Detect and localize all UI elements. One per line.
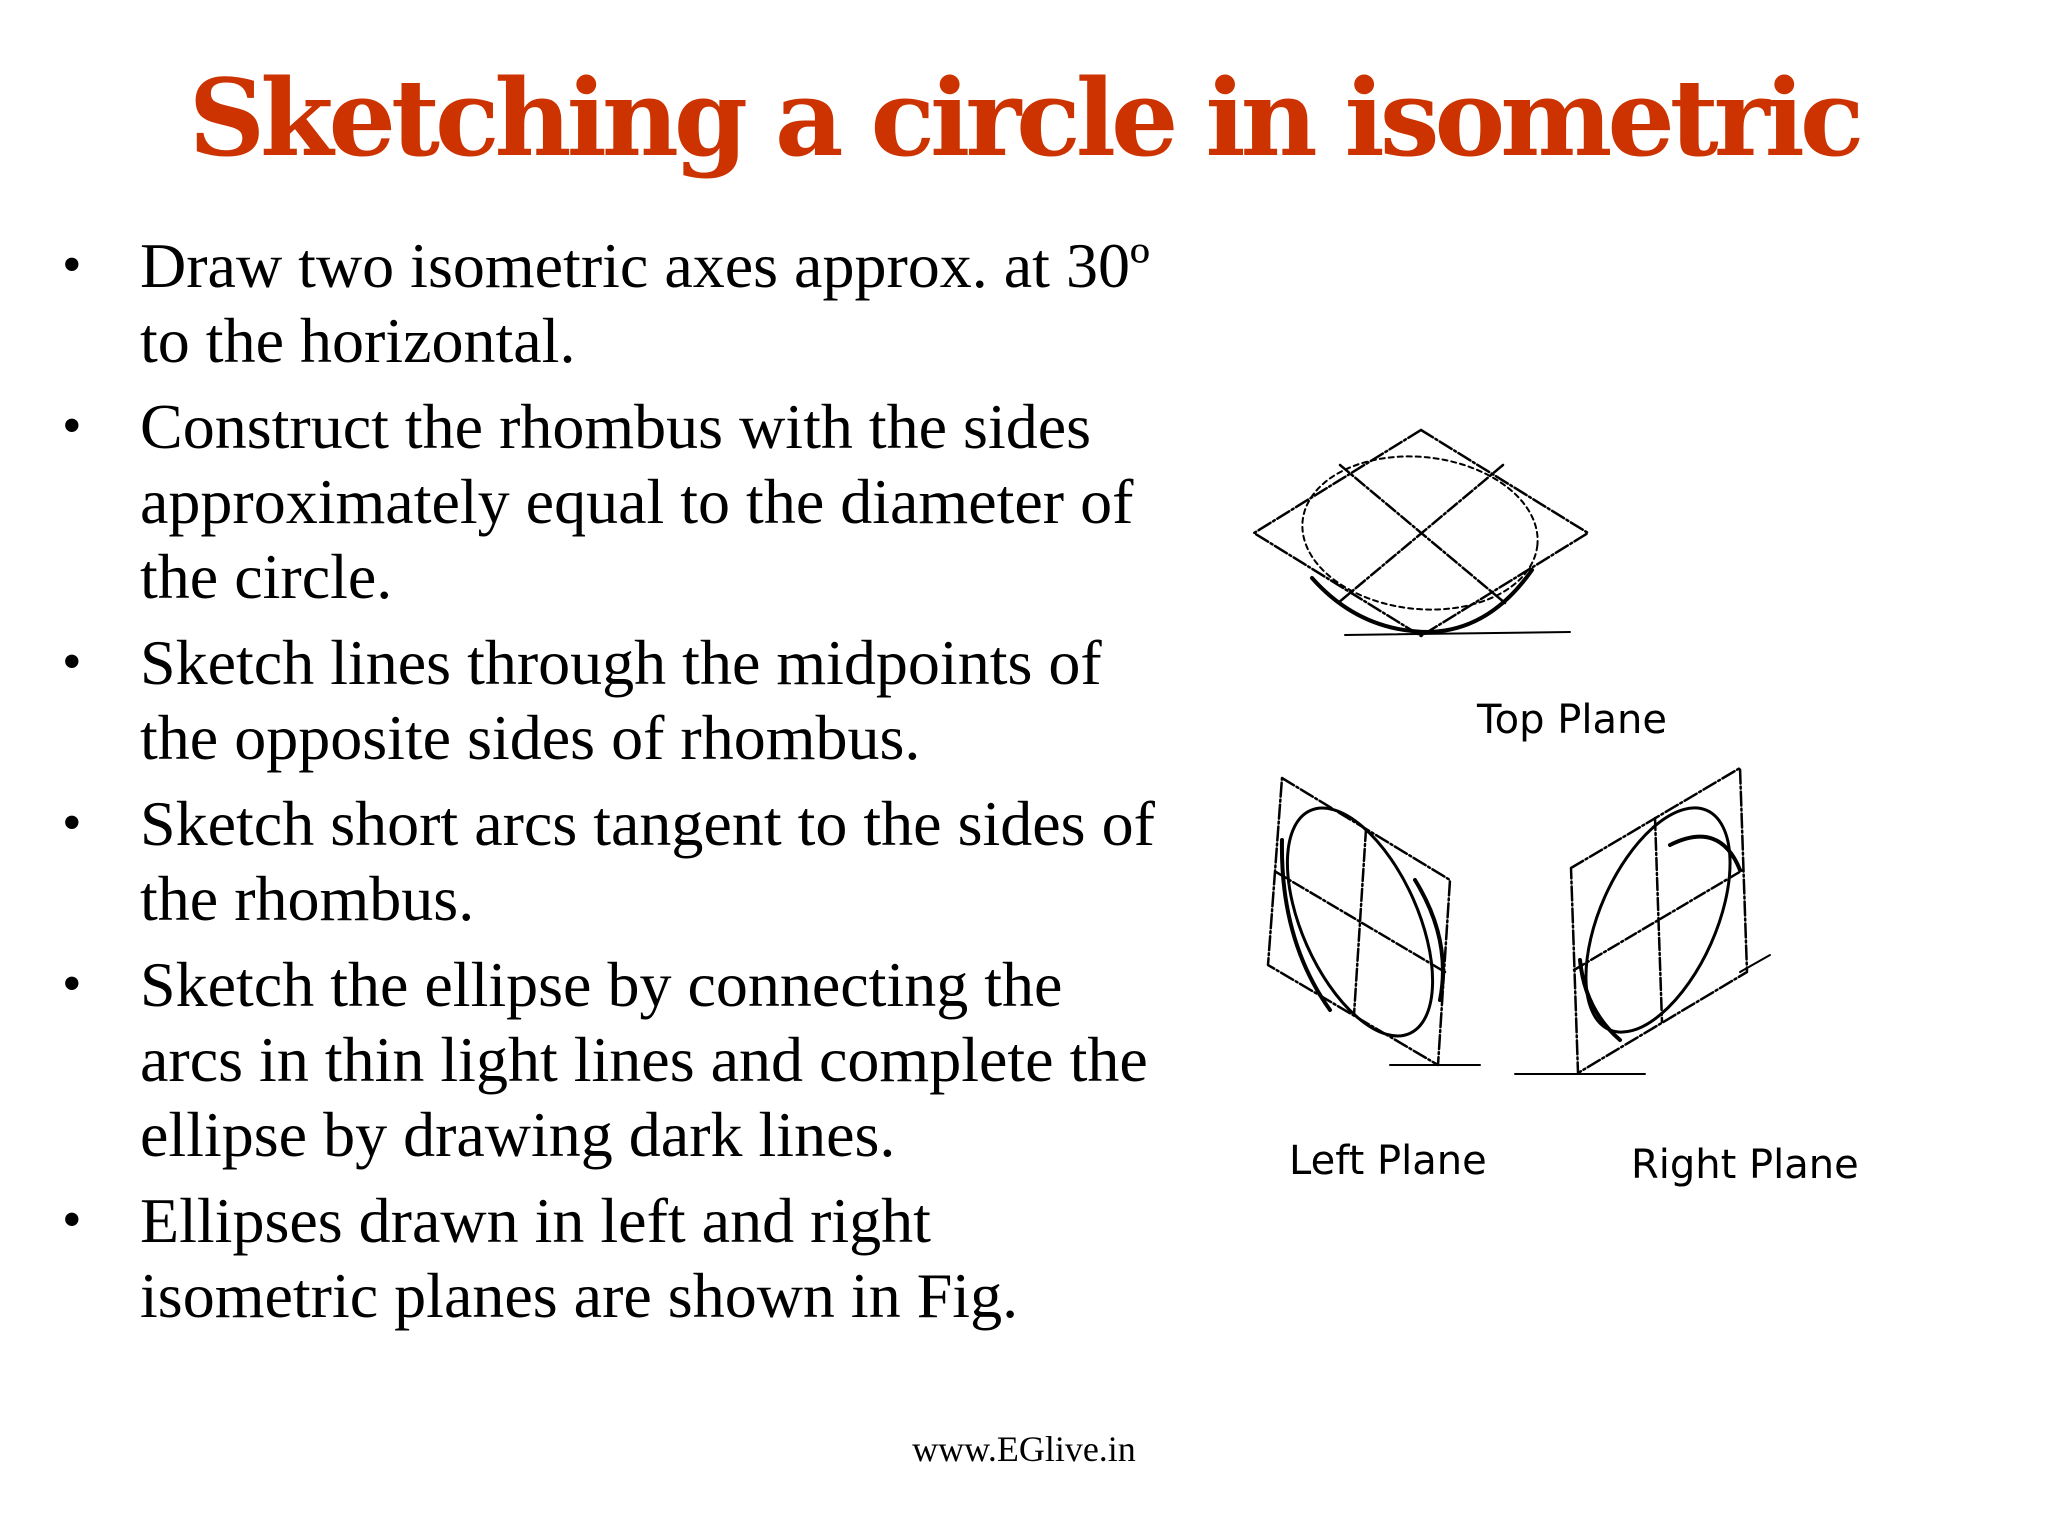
bullet-item	[60, 625, 1180, 775]
isometric-ellipse-figure	[1240, 400, 1960, 1188]
top-plane-sketch	[1254, 430, 1588, 636]
footer-website: www.EGlive.in	[912, 1429, 1136, 1469]
slide-title: Sketching a circle in isometric	[188, 55, 1860, 180]
right-plane-label: Right Plane	[1631, 1142, 1859, 1188]
bullet-text: Construct the rhombus with the sides approximately equal to the diameter of the circle.	[140, 391, 1134, 612]
bullet-text: Sketch short arcs tangent to the sides of the rhombus.	[140, 788, 1155, 934]
bullet-text: Sketch lines through the midpoints of the opposite sides of rhombus.	[140, 627, 1102, 773]
isometric-sketch-drawing	[1240, 400, 1960, 1100]
bullet-item	[60, 228, 1180, 378]
left-plane-sketch	[1257, 778, 1480, 1065]
bullet-item	[60, 786, 1180, 936]
left-plane-label: Left Plane	[1289, 1138, 1487, 1184]
bullet-icon: •	[62, 395, 82, 457]
bullet-item	[60, 947, 1180, 1172]
bullet-list	[60, 228, 1180, 1344]
bullet-icon: •	[62, 631, 82, 693]
bullet-icon: •	[62, 1189, 82, 1251]
bullet-icon: •	[62, 792, 82, 854]
bullet-item	[60, 1183, 1180, 1333]
bullet-text: Draw two isometric axes approx. at 30º to the horizontal.	[140, 230, 1150, 376]
top-plane-label: Top Plane	[1477, 697, 1667, 743]
bullet-icon: •	[62, 953, 82, 1015]
right-plane-sketch	[1515, 768, 1770, 1074]
bullet-text: Sketch the ellipse by connecting the arcs in thin light lines and complete the ellipse by drawing dark lines.	[140, 949, 1148, 1170]
bullet-text: Ellipses drawn in left and right isometric planes are shown in Fig.	[140, 1185, 1019, 1331]
bullet-icon: •	[62, 234, 82, 296]
bullet-item	[60, 389, 1180, 614]
